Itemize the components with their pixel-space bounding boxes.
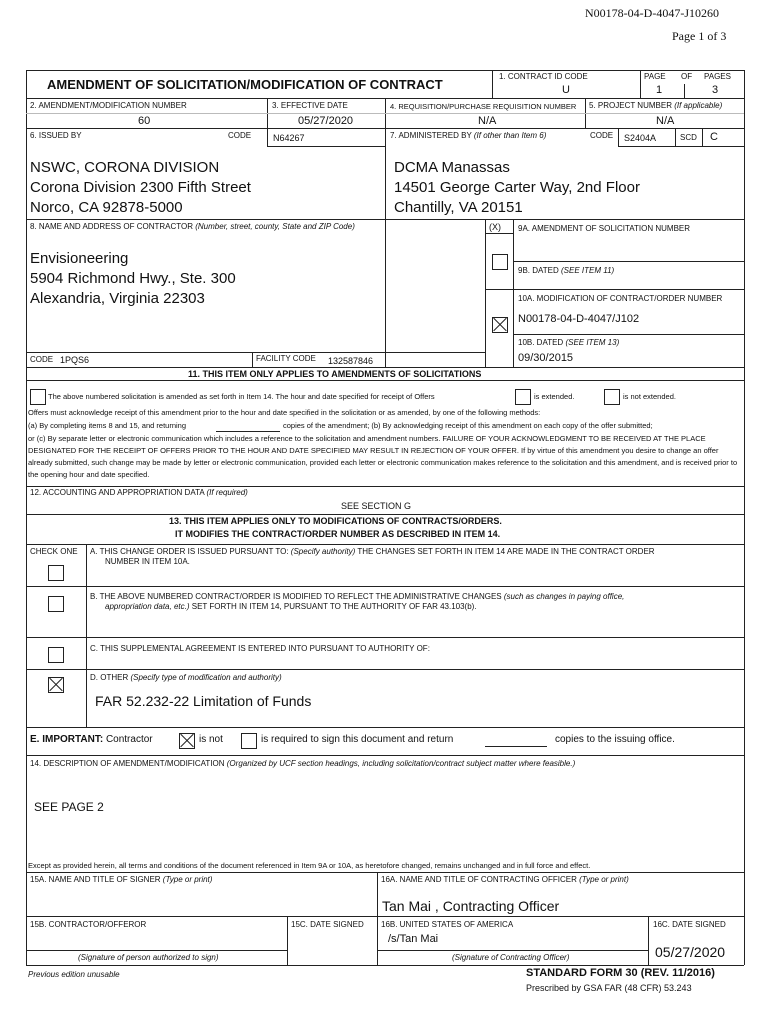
item5-label: 5. PROJECT NUMBER (If applicable) [589,101,723,110]
item16a-label: 16A. NAME AND TITLE OF CONTRACTING OFFICER (Type or print) [381,875,629,884]
pages-value: 3 [712,84,719,96]
item6-code-label: CODE [228,131,252,140]
item11-para2a: (a) By completing items 8 and 15, and returning [28,421,187,430]
item11-line1: The above numbered solicitation is amended as set forth in Item 14. The hour and date specified for receipt of Offers [48,392,435,401]
item12-value: SEE SECTION G [341,501,412,511]
page-indicator: Page 1 of 3 [672,29,727,43]
item8-label: 8. NAME AND ADDRESS OF CONTRACTOR (Number, street, county, State and ZIP Code) [30,222,355,231]
item14-label: 14. DESCRIPTION OF AMENDMENT/MODIFICATION (Organized by UCF section headings, including solicitation/contract subject matter where feasible.) [30,759,576,768]
item13d-label: D. OTHER (Specify type of modification and authority) [90,673,282,682]
item10a-value: N00178-04-D-4047/J102 [518,313,640,325]
facility-code-label: FACILITY CODE [256,354,316,363]
item11-para3: or (c) By separate letter or electronic communication which includes a reference to the solicitation and amendment numbers. FAILURE OF YOUR ACKNOWLEDGMENT TO BE RECEIVED AT THE PLACE DESIGNATED FOR THE RECEIPT OF OFFERS PRIOR TO THE HOUR AND DATE SPECIFIED MAY RESULT IN REJECTION OF YOUR OFFER. If by virtue of this amendment you desire to change an offer already submitted, such change may be made by letter or electronic communication, provided each letter or electronic communication makes reference to the solicitation and this amendment, and is received prior to the opening hour and date specified. [28,434,738,479]
item11-para2b: copies of the amendment; (b) By acknowledging receipt of this amendment on each copy of the offer submitted; [283,421,653,430]
item11-para1: Offers must acknowledge receipt of this amendment prior to the hour and date specified in the solicitation or as amended, by one of the following methods: [28,408,541,417]
document-number: N00178-04-D-4047-J10260 [585,6,719,20]
scd-value: C [710,131,718,143]
item4-value: N/A [478,115,497,127]
item2-label: 2. AMENDMENT/MODIFICATION NUMBER [30,101,187,110]
contracting-officer-name: Tan Mai , Contracting Officer [382,898,560,914]
item11-heading: 11. THIS ITEM ONLY APPLIES TO AMENDMENTS OF SOLICITATIONS [188,369,482,379]
is-required-label: is required to sign this document and return [261,734,454,745]
standard-form-name: STANDARD FORM 30 (REV. 11/2016) [526,967,715,979]
item16b-signature: /s/Tan Mai [388,933,439,945]
item9-checkbox[interactable] [492,254,508,270]
contractor-code: 1PQS6 [60,355,90,365]
item15b-label: 15B. CONTRACTOR/OFFEROR [30,920,147,929]
pages-label: PAGES [704,72,731,81]
item10b-value: 09/30/2015 [518,352,574,364]
copies-label: copies to the issuing office. [555,734,675,745]
item11-solicitation-checkbox[interactable] [30,389,46,405]
item10a-label: 10A. MODIFICATION OF CONTRACT/ORDER NUMBER [518,294,723,303]
page-label: PAGE [644,72,666,81]
item16c-value: 05/27/2020 [655,944,726,960]
item13-heading2: IT MODIFIES THE CONTRACT/ORDER NUMBER AS DESCRIBED IN ITEM 14. [175,529,501,539]
item12-label: 12. ACCOUNTING AND APPROPRIATION DATA (If required) [30,488,248,497]
item15a-label: 15A. NAME AND TITLE OF SIGNER (Type or print) [30,875,213,884]
item13b-line1: B. THE ABOVE NUMBERED CONTRACT/ORDER IS MODIFIED TO REFLECT THE ADMINISTRATIVE CHANGES (such as changes in paying office, [90,592,625,601]
important-row: E. IMPORTANT: Contractor [30,734,153,745]
check-one-label: CHECK ONE [30,547,78,556]
item10-checkbox[interactable] [492,317,508,333]
of-label: OF [681,72,693,81]
item13-heading1: 13. THIS ITEM APPLIES ONLY TO MODIFICATIONS OF CONTRACTS/ORDERS. [169,516,502,526]
is-required-checkbox[interactable] [241,733,257,749]
item3-value: 05/27/2020 [298,115,354,127]
not-extended-label: is not extended. [623,392,676,401]
contractor-address: Envisioneering 5904 Richmond Hwy., Ste. 300 Alexandria, Virginia 22303 [30,250,236,307]
contractor-code-label: CODE [30,355,54,364]
item16b-label: 16B. UNITED STATES OF AMERICA [381,920,514,929]
item13a-line1: A. THIS CHANGE ORDER IS ISSUED PURSUANT TO: (Specify authority) THE CHANGES SET FORTH IN ITEM 14 ARE MADE IN THE CONTRACT ORDER [90,547,655,556]
item9a-label: 9A. AMENDMENT OF SOLICITATION NUMBER [518,224,691,233]
item13c-checkbox[interactable] [48,647,64,663]
previous-edition-note: Previous edition unusable [28,970,120,979]
page-value: 1 [656,84,663,96]
item10b-label: 10B. DATED (SEE ITEM 13) [518,338,620,347]
extended-label: is extended. [534,392,575,401]
item2-value: 60 [138,115,151,127]
item13b-checkbox[interactable] [48,596,64,612]
prescribed-by: Prescribed by GSA FAR (48 CFR) 53.243 [526,983,692,993]
scd-label: SCD [680,133,697,142]
form-title: AMENDMENT OF SOLICITATION/MODIFICATION OF CONTRACT [47,77,443,92]
issued-by-address: NSWC, CORONA DIVISION Corona Division 2300 Fifth Street Norco, CA 92878-5000 [30,159,251,216]
extended-checkbox[interactable] [515,389,531,405]
item5-value: N/A [656,115,675,127]
item7-label: 7. ADMINISTERED BY (If other than Item 6) [390,131,547,140]
except-text: Except as provided herein, all terms and conditions of the document referenced in Item 9A or 10A, as heretofore changed, remains unchanged and in full force and effect. [28,861,591,870]
item13a-line2: NUMBER IN ITEM 10A. [105,557,190,566]
item13b-line2: appropriation data, etc.) SET FORTH IN ITEM 14, PURSUANT TO THE AUTHORITY OF FAR 43.103(b). [105,602,477,611]
item14-value: SEE PAGE 2 [34,800,104,814]
item13c-text: C. THIS SUPPLEMENTAL AGREEMENT IS ENTERED INTO PURSUANT TO AUTHORITY OF: [90,644,430,653]
item6-code: N64267 [273,133,305,143]
not-extended-checkbox[interactable] [604,389,620,405]
item13a-checkbox[interactable] [48,565,64,581]
item13d-checkbox[interactable] [48,677,64,693]
item13d-value: FAR 52.232-22 Limitation of Funds [95,693,312,709]
item6-label: 6. ISSUED BY [30,131,82,140]
is-not-label: is not [199,734,223,745]
item7-code-label: CODE [590,131,614,140]
item15b-signature-note: (Signature of person authorized to sign) [78,953,219,962]
item16c-label: 16C. DATE SIGNED [653,920,726,929]
item15c-label: 15C. DATE SIGNED [291,920,364,929]
item9b-label: 9B. DATED (SEE ITEM 11) [518,266,615,275]
administered-by-address: DCMA Manassas 14501 George Carter Way, 2nd Floor Chantilly, VA 20151 [394,159,640,216]
is-not-checkbox[interactable] [179,733,195,749]
contract-id-code-label: 1. CONTRACT ID CODE [499,72,588,81]
contract-id-code-value: U [562,84,570,96]
item16b-signature-note: (Signature of Contracting Officer) [452,953,570,962]
x-column-header: (X) [489,222,501,232]
item4-label: 4. REQUISITION/PURCHASE REQUISITION NUMBER [390,102,577,111]
facility-code: 132587846 [328,356,374,366]
item7-code: S2404A [624,133,657,143]
item3-label: 3. EFFECTIVE DATE [272,101,348,110]
